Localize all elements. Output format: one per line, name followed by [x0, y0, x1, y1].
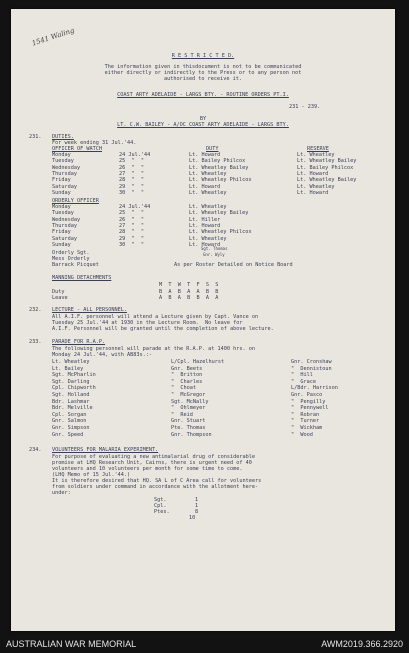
duty-label: Duty — [52, 289, 65, 295]
parade-name: " Pengilly — [291, 398, 326, 405]
orderly-sgt-label: Orderly Sgt. — [52, 250, 90, 256]
parade-name: Gnr. Cronshaw — [291, 359, 332, 365]
section-234-heading: VOLUNTEERS FOR MALARIA EXPERIMENT. — [52, 447, 159, 453]
orderly-officer-name: Lt. Howard — [189, 222, 221, 229]
orderly-date: 26 " " — [119, 216, 144, 223]
watch-reserve-officer: Lt. Wheatley — [297, 152, 335, 158]
parade-name: " Turner — [291, 418, 320, 425]
parade-name: Gnr. Thompson — [171, 431, 212, 438]
manning-days: M T W T F S S — [159, 282, 219, 288]
parade-name: " Ohlmeyer — [171, 405, 206, 412]
section-232-heading: LECTURE - ALL PERSONNEL. — [52, 307, 127, 313]
parade-name: Cpl. Sorgan — [52, 411, 87, 418]
parade-name: Sgt. McNally — [171, 398, 209, 405]
watch-duty-officer: Lt. Wheatley — [189, 170, 227, 177]
malaria-line: volunteers and 10 volunteers per month for some time to come. — [52, 466, 243, 472]
watch-duty-officer: Lt. Howard — [189, 183, 221, 190]
orderly-date: 30 " " — [119, 241, 144, 248]
lecture-line-3: A.I.F. Personnel will be granted until the completion of above lecture. — [52, 326, 274, 332]
section-232-number: 232. — [29, 307, 42, 313]
lecture-line-2: Tuesday 25 Jul.'44 at 1930 in the Lecture Room. No leave for — [52, 320, 243, 326]
allotment-rank: Ptes. — [154, 509, 170, 515]
malaria-line: It is therefore desired that HQ. SA L of C Area call for volunteers — [52, 478, 262, 484]
malaria-line: For purpose of evaluating a new antimalarial drug of considerable — [52, 454, 256, 460]
document-page — [11, 9, 395, 631]
orderly-date: 25 " " — [119, 210, 144, 217]
parade-name: " Reid — [171, 411, 193, 418]
allotment-rank: Cpl. — [154, 503, 167, 509]
parade-name: Lt. Wheatley — [52, 359, 90, 365]
parade-name: Gnr. Pasco — [291, 392, 323, 398]
orderly-officer-name: Lt. Howard — [189, 241, 221, 248]
section-233-heading: PARADE FOR R.A.P. — [52, 339, 106, 345]
watch-reserve-officer: Lt. Bailey Philcox — [297, 164, 354, 171]
watch-duty-officer: Lt. Howard — [189, 152, 221, 158]
manning-heading: MANNING DETACHMENTS — [52, 275, 112, 281]
orderly-day: Sunday — [52, 241, 71, 248]
watch-day: Thursday — [52, 170, 77, 177]
parade-name: Bdr. Lashmar — [52, 398, 90, 405]
mess-orderly-value: Gnr. Wyly — [203, 252, 225, 257]
parade-name: Gnr. Salmon — [52, 418, 87, 425]
orderly-date: 24 Jul.'44 — [119, 204, 151, 210]
section-231-heading: DUTIES. — [52, 134, 74, 140]
watch-duty-officer: Lt. Bailey Philcox — [189, 158, 246, 165]
handwritten-note: 1541 Waling — [30, 26, 76, 48]
barrack-picquet-label: Barrack Picquet — [52, 262, 99, 268]
mess-orderly-label: Mess Orderly — [52, 256, 90, 262]
order-numbers: 231 - 239. — [289, 104, 321, 110]
orderly-officer-name: Lt. Wheatley Philcox — [189, 229, 252, 236]
parade-name: " Robran — [291, 411, 320, 418]
watch-date: 30 " " — [119, 189, 144, 196]
watch-day: Saturday — [52, 183, 77, 190]
footer-institution: AUSTRALIAN WAR MEMORIAL — [6, 639, 137, 649]
parade-name: " Dennistoun — [291, 365, 332, 372]
orderly-officer-heading: ORDERLY OFFICER — [52, 198, 99, 204]
allotment-count: 8 — [195, 509, 199, 515]
malaria-line: under: — [52, 490, 71, 496]
warning-line-2: either directly or indirectly to the Press or to any person not — [104, 70, 302, 76]
watch-date: 25 " " — [119, 158, 144, 165]
parade-name: Sgt. Holland — [52, 392, 90, 398]
leave-row: A B A B B A A — [159, 295, 219, 301]
allotment-rank: Sgt. — [154, 497, 167, 503]
orderly-day: Thursday — [52, 222, 77, 229]
warning-line-1: The information given in thisdocument is not to be communicated — [104, 64, 302, 70]
header-duty: DUTY — [206, 146, 219, 152]
barrack-picquet-value: As per Roster Detailed on Notice Board — [174, 262, 293, 268]
orderly-date: 28 " " — [119, 229, 144, 236]
allotment-count: 1 — [195, 503, 199, 509]
watch-date: 27 " " — [119, 170, 144, 177]
watch-day: Friday — [52, 177, 71, 184]
orderly-officer-name: Lt. Hiller — [189, 216, 221, 223]
footer-accession-number: AWM2019.366.2920 — [321, 639, 403, 649]
document-title: COAST ARTY ADELAIDE - LARGS BTY. - ROUTINE ORDERS PT.I. — [117, 92, 289, 98]
parade-name: L/Bdr. Harrison — [291, 385, 338, 392]
parade-name: Sgt. Darling — [52, 378, 90, 385]
orderly-day: Tuesday — [52, 210, 74, 217]
parade-name: " Hill — [291, 372, 313, 379]
watch-day: Wednesday — [52, 164, 81, 171]
parade-line-1: The following personnel will parade at the R.A.P. at 1400 hrs. on — [52, 346, 256, 352]
parade-name: " Wickham — [291, 425, 323, 431]
malaria-line: from soldiers under command in accordance with the allotment here- — [52, 484, 259, 490]
classification-heading: R E S T R I C T E D. — [171, 53, 235, 59]
watch-date: 29 " " — [119, 183, 144, 190]
section-233-number: 233. — [29, 339, 42, 345]
watch-reserve-officer: Lt. Wheatley Bailey — [297, 177, 357, 184]
archive-footer — [0, 634, 409, 653]
parade-name: " Wood — [291, 431, 313, 438]
warning-line-3: authorised to receive it. — [163, 76, 243, 82]
orderly-date: 29 " " — [119, 235, 144, 242]
watch-date: 26 " " — [119, 164, 144, 171]
parade-name: Bdr. Melville — [52, 405, 93, 412]
parade-name: " Britton — [171, 372, 203, 379]
parade-name: " Grace — [291, 378, 316, 385]
orderly-sgt-value: Sgt. Thomas — [201, 246, 228, 251]
watch-day: Tuesday — [52, 158, 74, 165]
by-line: BY — [199, 116, 207, 122]
watch-reserve-officer: Lt. Wheatley — [297, 183, 335, 190]
watch-date: 24 Jul.'44 — [119, 152, 151, 158]
watch-reserve-officer: Lt. Howard — [297, 189, 329, 196]
watch-day: Sunday — [52, 189, 71, 196]
watch-duty-officer: Lt. Wheatley Bailey — [189, 164, 249, 171]
lecture-line-1: All A.I.F. personnel will attend a Lecture given by Capt. Vance on — [52, 314, 259, 320]
parade-name: " Pennywell — [291, 405, 329, 412]
malaria-line: (LHQ Memo of 15 Jul.'44.) — [52, 472, 131, 478]
watch-reserve-officer: Lt. Wheatley Bailey — [297, 158, 357, 165]
parade-name: Pte. Thomas — [171, 425, 206, 431]
orderly-officer-name: Lt. Wheatley — [189, 204, 227, 210]
orderly-date: 27 " " — [119, 222, 144, 229]
allotment-total: 10 — [189, 515, 196, 521]
orderly-day: Monday — [52, 204, 71, 210]
watch-duty-officer: Lt. Wheatley — [189, 189, 227, 196]
orderly-officer-name: Lt. Wheatley Bailey — [189, 210, 249, 217]
watch-date: 28 " " — [119, 177, 144, 184]
parade-name: Gnr. Stuart — [171, 418, 206, 425]
duty-row: B A B A A B B — [159, 289, 219, 295]
parade-name: Cpl. Chipworth — [52, 385, 96, 392]
parade-name: Sgt. McPharlin — [52, 372, 96, 379]
issuer-line: LT. C.W. BAILEY - A/OC COAST ARTY ADELAIDE - LARGS BTY. — [117, 122, 289, 128]
watch-duty-officer: Lt. Wheatley Philcox — [189, 177, 252, 184]
orderly-day: Wednesday — [52, 216, 81, 223]
parade-name: " Choat — [171, 385, 196, 392]
orderly-officer-name: Lt. Wheatley — [189, 235, 227, 242]
week-ending: For week ending 31 Jul.'44. — [52, 140, 137, 146]
header-officer-of-watch: OFFICER OF WATCH — [52, 146, 102, 152]
watch-reserve-officer: Lt. Howard — [297, 170, 329, 177]
section-231-number: 231. — [29, 134, 42, 140]
section-234-number: 234. — [29, 447, 42, 453]
watch-day: Monday — [52, 152, 71, 158]
header-reserve: RESERVE — [307, 146, 329, 152]
leave-label: Leave — [52, 295, 68, 301]
parade-name: Gnr. Beets — [171, 365, 203, 372]
parade-name: L/Cpl. Hazelhurst — [171, 359, 225, 365]
orderly-day: Friday — [52, 229, 71, 236]
parade-name: Gnr. Speed — [52, 431, 84, 438]
parade-name: Lt. Bailey — [52, 365, 84, 372]
parade-line-2: Monday 24 Jul.'44, with AB83s.:- — [52, 352, 152, 358]
parade-name: Gnr. Simpson — [52, 425, 90, 431]
orderly-day: Saturday — [52, 235, 77, 242]
parade-name: " Charles — [171, 378, 203, 385]
allotment-count: 1 — [195, 497, 199, 503]
parade-name: " McGregor — [171, 392, 206, 398]
malaria-line: promise at LHQ Research Unit, Cairns, there is urgent need of 40 — [52, 460, 252, 466]
